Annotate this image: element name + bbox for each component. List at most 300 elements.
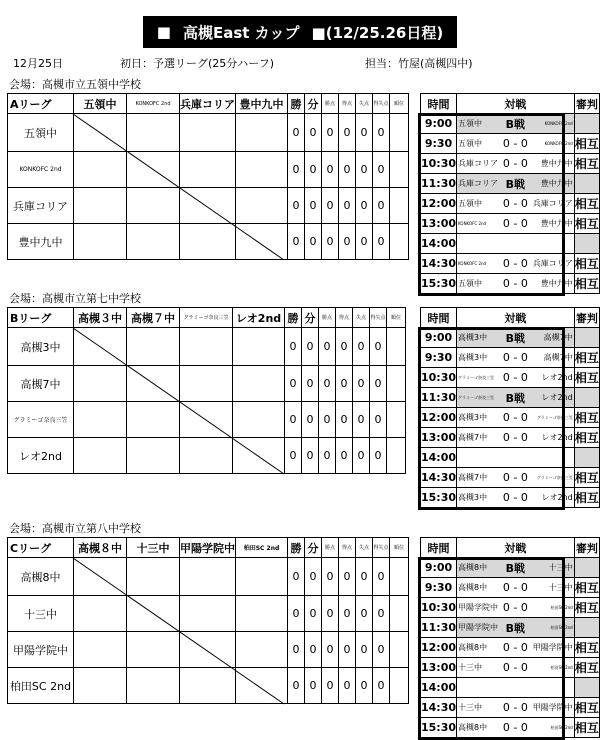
team-name: レオ2nd [8, 438, 74, 474]
header-ga: 失点 [356, 538, 373, 558]
home-team: 五領中 [458, 199, 483, 208]
match-score: 0 - 0 [502, 601, 528, 614]
stat-value: 0 [288, 224, 305, 260]
match-cell [457, 658, 575, 678]
match-row [457, 134, 574, 153]
rank-value [390, 558, 409, 596]
stat-value: 0 [305, 558, 322, 596]
title-text: 高槻East カップ [182, 23, 300, 42]
stat-value: 0 [285, 366, 302, 402]
match-row [457, 468, 574, 487]
rank-value [390, 188, 409, 224]
referee-cell [574, 114, 599, 134]
stat-value: 0 [288, 668, 305, 704]
rank-value [390, 114, 409, 152]
header-gf: 得点 [339, 538, 356, 558]
match-time: 11:30 [421, 174, 457, 194]
match-time: 15:30 [421, 488, 457, 508]
stat-value: 0 [305, 596, 322, 632]
stat-value: 0 [288, 152, 305, 188]
match-score: 0 - 0 [502, 701, 528, 714]
match-score: 0 - 0 [502, 581, 528, 594]
match-cell [457, 154, 575, 174]
stat-value: 0 [319, 328, 336, 366]
header-rank: 順位 [390, 94, 409, 114]
match-row [457, 274, 574, 293]
home-team: 高槻8中 [458, 723, 488, 732]
away-team: レオ2nd [541, 493, 573, 502]
team-name: 高槻7中 [8, 366, 74, 402]
home-team: 高槻3中 [458, 413, 488, 422]
match-cell [457, 134, 575, 154]
match-cell [457, 348, 575, 368]
header-draw: 分 [305, 538, 322, 558]
match-row [457, 488, 574, 507]
match-score: 0 - 0 [502, 661, 528, 674]
venue-label: 会場：高槻市立第八中学校 [9, 522, 141, 535]
stat-value: 0 [373, 224, 390, 260]
referee-cell: 相互 [574, 154, 599, 174]
stat-value: 0 [336, 402, 353, 438]
stat-value: 0 [322, 558, 339, 596]
stat-value: 0 [322, 668, 339, 704]
match-time: 13:00 [421, 214, 457, 234]
match-cell [457, 578, 575, 598]
stat-value: 0 [370, 328, 387, 366]
match-score: 0 - 0 [502, 157, 528, 170]
stat-value: 0 [319, 366, 336, 402]
league-name: Cリーグ [8, 538, 74, 558]
referee-cell [574, 234, 599, 254]
stat-value: 0 [373, 188, 390, 224]
home-team: グラミーゴ奈良三笠 [458, 374, 495, 380]
away-team: KONKOFC 2nd [544, 141, 573, 146]
away-team: 甲陽学院中 [532, 643, 573, 652]
match-score: 0 - 0 [502, 217, 528, 230]
home-team: 兵庫コリア [458, 159, 499, 168]
home-team: 十三中 [458, 703, 483, 712]
stat-value: 0 [285, 328, 302, 366]
match-cell [457, 274, 575, 294]
stat-value: 0 [370, 402, 387, 438]
header-ref: 審判 [574, 538, 599, 558]
page-title [143, 16, 457, 48]
referee-cell: 相互 [574, 214, 599, 234]
stat-value: 0 [356, 632, 373, 668]
match-cell [457, 678, 575, 698]
home-team: 甲陽学院中 [458, 623, 499, 632]
away-team: 十三中 [548, 563, 573, 572]
match-cell [457, 254, 575, 274]
away-team: 高槻7中 [543, 353, 573, 362]
match-time: 10:30 [421, 154, 457, 174]
stat-value: 0 [339, 114, 356, 152]
home-team: 高槻8中 [458, 583, 488, 592]
match-row [457, 154, 574, 173]
referee-cell: 相互 [574, 368, 599, 388]
stat-value: 0 [305, 632, 322, 668]
match-time: 9:30 [421, 134, 457, 154]
referee-cell: 相互 [574, 658, 599, 678]
team-name: グラミーゴ奈良三笠 [8, 402, 74, 438]
stat-value: 0 [305, 224, 322, 260]
header-win: 勝 [288, 94, 305, 114]
match-cell [457, 428, 575, 448]
rank-value [387, 402, 406, 438]
match-row [457, 698, 574, 717]
home-team: KONKOFC 2nd [458, 221, 487, 226]
stat-value: 0 [356, 224, 373, 260]
header-rank: 順位 [387, 308, 406, 328]
match-row [457, 578, 574, 597]
team-header: 高槻８中 [74, 538, 127, 558]
stat-value: 0 [353, 438, 370, 474]
stat-value: 0 [353, 366, 370, 402]
title-right-mark: ■(12/25.26日程) [311, 23, 444, 42]
home-team: 五領中 [458, 119, 483, 128]
stat-value: 0 [356, 114, 373, 152]
referee-cell: 相互 [574, 254, 599, 274]
stat-value: 0 [339, 668, 356, 704]
stat-value: 0 [356, 596, 373, 632]
rank-value [387, 366, 406, 402]
header-gf: 得点 [336, 308, 353, 328]
venue-label: 会場：高槻市立五領中学校 [9, 78, 141, 91]
info-day: 初日：予選リーグ(25分ハーフ) [120, 57, 275, 70]
stat-value: 0 [370, 366, 387, 402]
team-header: グラミーゴ奈良三笠 [180, 308, 233, 328]
match-time: 10:30 [421, 368, 457, 388]
referee-cell: 相互 [574, 718, 599, 738]
stat-value: 0 [373, 114, 390, 152]
referee-cell [574, 388, 599, 408]
header-win: 勝 [288, 538, 305, 558]
away-team: 柏田SC 2nd [550, 604, 573, 610]
stat-value: 0 [319, 402, 336, 438]
stat-value: 0 [322, 596, 339, 632]
match-time: 15:30 [421, 718, 457, 738]
schedule-table [420, 307, 600, 508]
match-cell [457, 448, 575, 468]
referee-cell [574, 618, 599, 638]
match-cell [457, 718, 575, 738]
header-ga: 失点 [353, 308, 370, 328]
away-team: 柏田SC 2nd [550, 724, 573, 730]
rank-value [390, 668, 409, 704]
header-draw: 分 [305, 94, 322, 114]
match-row [457, 408, 574, 427]
b-match-label: B戦 [505, 177, 526, 191]
away-team: KONKOFC 2nd [544, 121, 573, 126]
stat-value: 0 [339, 596, 356, 632]
header-gd: 得失点 [373, 94, 390, 114]
match-score: 0 - 0 [502, 371, 528, 384]
schedule-table [420, 537, 600, 738]
stat-value: 0 [336, 328, 353, 366]
header-gf: 得点 [339, 94, 356, 114]
match-cell [457, 328, 575, 348]
header-match: 対戦 [457, 538, 575, 558]
away-team: 高槻7中 [543, 333, 573, 342]
diagonal-line-stroke [73, 328, 284, 474]
stat-value: 0 [288, 596, 305, 632]
header-points: 勝点 [322, 538, 339, 558]
match-score: 0 - 0 [502, 471, 528, 484]
home-team: グラミーゴ奈良三笠 [458, 394, 495, 400]
stat-value: 0 [373, 596, 390, 632]
stat-value: 0 [285, 438, 302, 474]
diagonal-line [73, 114, 284, 260]
team-header: 高槻７中 [127, 308, 180, 328]
referee-cell: 相互 [574, 348, 599, 368]
match-cell [457, 388, 575, 408]
stat-value: 0 [322, 632, 339, 668]
match-row [457, 428, 574, 447]
header-gd: 得失点 [370, 308, 387, 328]
league-name: Bリーグ [8, 308, 74, 328]
referee-cell: 相互 [574, 488, 599, 508]
match-cell [457, 174, 575, 194]
match-row [457, 348, 574, 367]
match-row [457, 638, 574, 657]
header-points: 勝点 [319, 308, 336, 328]
stat-value: 0 [302, 402, 319, 438]
home-team: 高槻3中 [458, 353, 488, 362]
stat-value: 0 [339, 558, 356, 596]
away-team: レオ2nd [541, 393, 573, 402]
home-team: 五領中 [458, 139, 483, 148]
match-row [457, 214, 574, 233]
header-draw: 分 [302, 308, 319, 328]
stat-value: 0 [339, 632, 356, 668]
home-team: 高槻3中 [458, 493, 488, 502]
match-time: 14:00 [421, 448, 457, 468]
rank-value [387, 328, 406, 366]
header-win: 勝 [285, 308, 302, 328]
rank-value [390, 632, 409, 668]
match-time: 9:30 [421, 578, 457, 598]
rank-value [390, 224, 409, 260]
match-row [457, 328, 574, 347]
away-team: 甲陽学院中 [532, 703, 573, 712]
match-cell [457, 618, 575, 638]
stat-value: 0 [353, 402, 370, 438]
match-cell [457, 558, 575, 578]
away-team: 兵庫コリア [532, 199, 573, 208]
match-cell [457, 468, 575, 488]
match-row [457, 598, 574, 617]
diagonal-line [73, 558, 284, 704]
match-cell [457, 598, 575, 618]
home-team: 兵庫コリア [458, 179, 499, 188]
rank-value [390, 596, 409, 632]
match-time: 9:00 [421, 558, 457, 578]
away-team: レオ2nd [541, 373, 573, 382]
stat-value: 0 [302, 366, 319, 402]
diagonal-line-stroke [73, 114, 284, 260]
team-header: KONKOFC 2nd [127, 94, 180, 114]
match-score: 0 - 0 [502, 431, 528, 444]
schedule-table [420, 93, 600, 294]
referee-cell [574, 448, 599, 468]
team-name: 高槻8中 [8, 558, 74, 596]
match-row [457, 254, 574, 273]
match-cell [457, 698, 575, 718]
stat-value: 0 [356, 558, 373, 596]
stat-value: 0 [339, 152, 356, 188]
stat-value: 0 [356, 152, 373, 188]
match-time: 13:00 [421, 658, 457, 678]
home-team: 高槻7中 [458, 433, 488, 442]
match-time: 13:00 [421, 428, 457, 448]
info-date: 12月25日 [13, 57, 63, 70]
league-name: Aリーグ [8, 94, 74, 114]
match-time: 12:00 [421, 408, 457, 428]
stat-value: 0 [322, 114, 339, 152]
header-ga: 失点 [356, 94, 373, 114]
match-cell [457, 488, 575, 508]
referee-cell: 相互 [574, 598, 599, 618]
header-points: 勝点 [322, 94, 339, 114]
stat-value: 0 [285, 402, 302, 438]
team-name: 豊中九中 [8, 224, 74, 260]
home-team: KONKOFC 2nd [458, 261, 487, 266]
match-score: 0 - 0 [502, 641, 528, 654]
team-header: 高槻３中 [74, 308, 127, 328]
match-row [457, 718, 574, 737]
match-cell [457, 368, 575, 388]
referee-cell: 相互 [574, 194, 599, 214]
match-score: 0 - 0 [502, 721, 528, 734]
rank-value [390, 152, 409, 188]
stat-value: 0 [339, 188, 356, 224]
match-row [457, 448, 574, 467]
match-time: 9:00 [421, 328, 457, 348]
title-left-mark: ■ [156, 23, 171, 41]
team-name: KONKOFC 2nd [8, 152, 74, 188]
match-cell [457, 638, 575, 658]
match-time: 14:30 [421, 254, 457, 274]
match-cell [457, 194, 575, 214]
team-name: 甲陽学院中 [8, 632, 74, 668]
match-row [457, 678, 574, 697]
match-row [457, 558, 574, 577]
stat-value: 0 [373, 558, 390, 596]
team-name: 柏田SC 2nd [8, 668, 74, 704]
referee-cell: 相互 [574, 468, 599, 488]
match-row [457, 388, 574, 407]
team-name: 兵庫コリア [8, 188, 74, 224]
home-team: 甲陽学院中 [458, 603, 499, 612]
team-header: 甲陽学院中 [180, 538, 236, 558]
match-score: 0 - 0 [502, 351, 528, 364]
match-time: 10:30 [421, 598, 457, 618]
stat-value: 0 [370, 438, 387, 474]
stat-value: 0 [339, 224, 356, 260]
stat-value: 0 [305, 152, 322, 188]
referee-cell [574, 174, 599, 194]
info-staff: 担当：竹屋(高槻四中) [365, 57, 473, 70]
match-cell [457, 234, 575, 254]
stat-value: 0 [305, 668, 322, 704]
referee-cell: 相互 [574, 408, 599, 428]
stat-value: 0 [322, 152, 339, 188]
stat-value: 0 [336, 438, 353, 474]
stat-value: 0 [356, 668, 373, 704]
match-time: 14:30 [421, 698, 457, 718]
match-score: 0 - 0 [502, 137, 528, 150]
match-row [457, 618, 574, 637]
header-time: 時間 [421, 308, 457, 328]
match-time: 11:30 [421, 618, 457, 638]
header-gd: 得失点 [373, 538, 390, 558]
header-match: 対戦 [457, 94, 575, 114]
venue-label: 会場：高槻市立第七中学校 [9, 292, 141, 305]
match-time: 14:00 [421, 234, 457, 254]
home-team: 十三中 [458, 663, 483, 672]
stat-value: 0 [353, 328, 370, 366]
match-time: 11:30 [421, 388, 457, 408]
away-team: 柏田SC 2nd [550, 664, 573, 670]
stat-value: 0 [288, 114, 305, 152]
b-match-label: B戦 [505, 621, 526, 635]
stat-value: 0 [322, 188, 339, 224]
away-team: グラミーゴ奈良三笠 [536, 474, 573, 480]
match-score: 0 - 0 [502, 257, 528, 270]
away-team: 豊中九中 [540, 159, 573, 168]
home-team: 高槻7中 [458, 473, 488, 482]
stat-value: 0 [288, 188, 305, 224]
match-row [457, 658, 574, 677]
team-name: 高槻3中 [8, 328, 74, 366]
referee-cell: 相互 [574, 274, 599, 294]
stat-value: 0 [305, 188, 322, 224]
home-team: 高槻3中 [458, 333, 488, 342]
referee-cell: 相互 [574, 428, 599, 448]
stat-value: 0 [288, 558, 305, 596]
match-cell [457, 408, 575, 428]
match-row [457, 194, 574, 213]
match-score: 0 - 0 [502, 411, 528, 424]
match-time: 14:00 [421, 678, 457, 698]
stat-value: 0 [302, 438, 319, 474]
match-cell [457, 214, 575, 234]
match-time: 12:00 [421, 638, 457, 658]
stat-value: 0 [373, 632, 390, 668]
match-row [457, 174, 574, 193]
stat-value: 0 [305, 114, 322, 152]
home-team: 五領中 [458, 279, 483, 288]
stat-value: 0 [373, 152, 390, 188]
header-ref: 審判 [574, 94, 599, 114]
home-team: 高槻8中 [458, 643, 488, 652]
away-team: 兵庫コリア [532, 259, 573, 268]
b-match-label: B戦 [505, 561, 526, 575]
away-team: 豊中九中 [540, 179, 573, 188]
team-header: レオ2nd [233, 308, 285, 328]
referee-cell: 相互 [574, 578, 599, 598]
b-match-label: B戦 [505, 331, 526, 345]
stat-value: 0 [356, 188, 373, 224]
match-time: 15:30 [421, 274, 457, 294]
header-time: 時間 [421, 94, 457, 114]
team-header: 十三中 [127, 538, 180, 558]
referee-cell: 相互 [574, 134, 599, 154]
match-row [457, 234, 574, 253]
match-time: 9:30 [421, 348, 457, 368]
diagonal-line [73, 328, 284, 474]
team-header: 五領中 [74, 94, 127, 114]
